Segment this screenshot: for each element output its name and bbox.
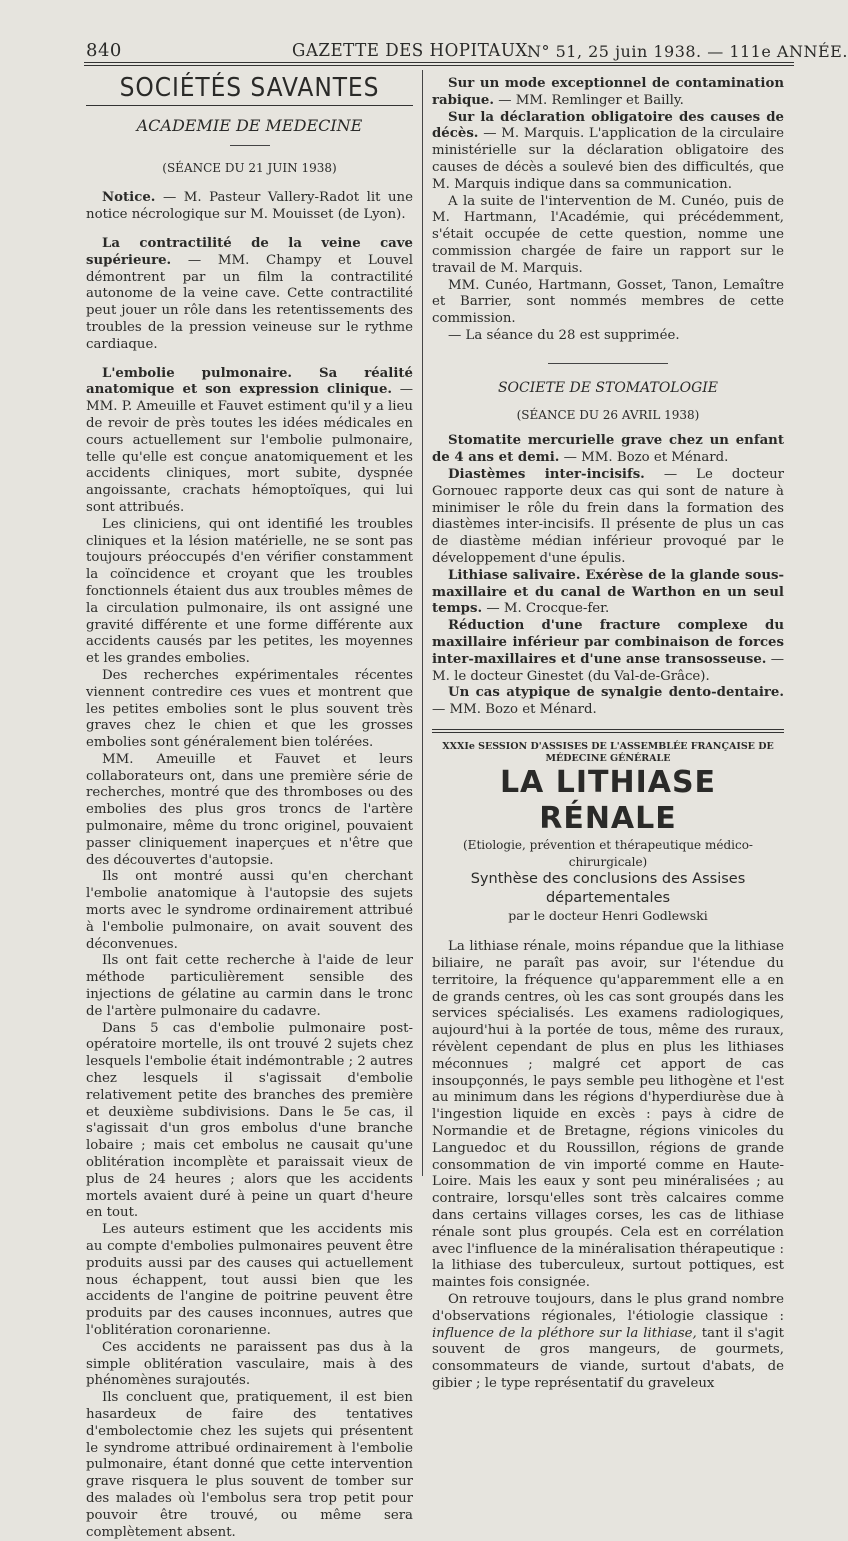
paragraph: Ils ont fait cette recherche à l'aide de leur méthode particulièrement sensible des injections de gélatine au carmin dans le tronc de l'artère pulmonaire du cadavre.	[86, 953, 413, 1019]
header-rule	[84, 62, 794, 63]
issue-info: N° 51, 25 juin 1938. — 111e ANNÉE.	[527, 42, 848, 61]
item-lithiase-salivaire: Lithiase salivaire. Exérèse de la glande sous-maxillaire et du canal de Warthon en un seul temps. — M. Crocque-fer.	[432, 567, 784, 617]
paragraph: — La séance du 28 est supprimée.	[448, 327, 680, 343]
item-notice: Notice. — M. Pasteur Vallery-Radot lit une notice nécrologique sur M. Mouisset (de Lyon).	[86, 190, 413, 223]
paragraph: Ces accidents ne paraissent pas dus à la simple oblitération vasculaire, mais à des phénomènes surajoutés.	[86, 1339, 413, 1389]
author: par le docteur Henri Godlewski	[508, 908, 708, 924]
paragraph: Des recherches expérimentales récentes viennent contredire ces vues et montrent que les petites embolies sont le plus souvent très graves chez le chien et que les grosses embolies sont généralement bien tolérées.	[86, 667, 413, 751]
item-fracture: Réduction d'une fracture complexe du maxillaire inférieur par combinaison de forces inter-maxillaires et d'une anse transosseuse. — M. le docteur Ginestet (du Val-de-Grâce).	[432, 618, 784, 684]
page-header	[0, 14, 848, 61]
item-diastemes: Diastèmes inter-incisifs. — Le docteur Gornouec rapporte deux cas qui sont de nature à minimiser le rôle du frein dans la formation des diastèmes inter-incisifs. Il présente de plus un cas de diastème médian inférieur provoqué par le développement d'une épulis.	[432, 466, 785, 566]
synthesis-title: Synthèse des conclusions des Assises départementales	[470, 871, 746, 907]
item-synalgie: Un cas atypique de synalgie dento-dentaire. — MM. Bozo et Ménard.	[432, 685, 784, 718]
stomatology-title: SOCIETE DE STOMATOLOGIE	[497, 379, 719, 396]
lithiase-title: LA LITHIASE RÉNALE	[499, 764, 717, 836]
item-stomatite: Stomatite mercurielle grave chez un enfant de 4 ans et demi. — MM. Bozo et Ménard.	[432, 433, 784, 466]
paragraph: Ils concluent que, pratiquement, il est bien hasardeux de faire des tentatives d'embolectomie chez les sujets qui présentent le syndrome attribué ordinairement à l'embolie pulmonaire, étant donné que cette intervention grave risquera le plus souvent de tomber sur des malades où l'embolus sera trop petit pour pouvoir être trouvé, ou même sera complètement absent.	[86, 1390, 413, 1540]
session-date: (SÉANCE DU 21 JUIN 1938)	[162, 160, 337, 175]
page-number: 840	[86, 40, 122, 61]
item-veine-cave: La contractilité de la veine cave supérieure. — MM. Champy et Louvel démontrent par un film la contractilité autonome de la veine cave. Cette contractilité peut jouer un rôle dans les retentissements des troubles de la pression veineuse sur le rythme cardiaque.	[86, 235, 413, 352]
paragraph: La lithiase rénale, moins répandue que la lithiase biliaire, ne paraît pas avoir, sur l'étendue du territoire, la fréquence qu'apparemment elle a en de grands centres, où les cas sont groupés dans les services spécialisés. Les examens radiologiques, aujourd'hui à la portée de tous, même des ruraux, révèlent cependant de plus en plus les lithiases méconnues ; malgré cet apport de cas insoupçonnés, le pays semble peu lithogène et l'est au minimum dans les régions d'hyperdiurèse due à l'ingestion liquide en excès : pays à cidre de Normandie et de Bretagne, régions vinicoles du Languedoc et du Roussillon, régions de grande consommation de vin importé comme en Haute-Loire. Mais les eaux y sont peu minéralisées ; au contraire, lorsqu'elles sont très calcaires comme dans certains villages corses, les cas de lithiase rénale sont plus groupés. Cela est en corrélation avec l'influence de la minéralisation thérapeutique : la lithiase des tuberculeux, surtout pottiques, est maintes fois consignée.	[432, 939, 784, 1291]
lithiase-subtitle: (Etiologie, prévention et thérapeutique médico-chirurgicale)	[463, 837, 753, 869]
paragraph: Dans 5 cas d'embolie pulmonaire post-opératoire mortelle, ils ont trouvé 2 sujets chez lesquels l'embolie était indémontrable ; 2 autres chez lesquels il s'agissait d'embolie relativement petite des branches des première et deuxième subdivisions. Dans le 5e cas, il s'agissait d'un gros embolus d'une branche lobaire ; mais cet embolus ne causait qu'une oblitération incomplète et paraissait vieux de plus de 24 heures ; alors que les accidents mortels avaient duré à peine un quart d'heure en tout.	[86, 1020, 413, 1221]
journal-title: GAZETTE DES HOPITAUX	[292, 40, 528, 61]
paragraph: MM. Ameuille et Fauvet et leurs collaborateurs ont, dans une première série de recherches, montré que des thromboses ou des embolies des plus gros troncs de l'artère pulmonaire, même du tronc originel, pouvaient passer cliniquement inaperçues et n'être que des découvertes d'autopsie.	[86, 751, 413, 868]
column-divider	[422, 70, 423, 1176]
header-rule-2	[84, 65, 794, 66]
left-column	[86, 73, 413, 1541]
paragraph: MM. Cunéo, Hartmann, Gosset, Tanon, Lemaître et Barrier, sont nommés membres de cette commission.	[432, 277, 784, 327]
item-declaration: Sur la déclaration obligatoire des causes de décès. — M. Marquis. L'application de la circulaire ministérielle sur la déclaration obligatoire des causes de décès a soulevé bien des difficultés, que M. Marquis indique dans sa communication.	[432, 109, 785, 192]
assises-heading: XXXIe SESSION D'ASSISES DE L'ASSEMBLÉE FRANÇAISE DE MÉDECINE GÉNÉRALE	[442, 740, 774, 764]
paragraph: Ils ont montré aussi qu'en cherchant l'embolie anatomique à l'autopsie des sujets morts avec le syndrome ordinairement attribué à l'embolie pulmonaire, on avait souvent des déconvenues.	[86, 869, 413, 952]
right-column	[432, 76, 784, 1393]
academy-title: ACADEMIE DE MEDECINE	[136, 115, 363, 135]
item-rabique: Sur un mode exceptionnel de contamination rabique. — MM. Remlinger et Bailly.	[432, 76, 784, 108]
section-title: SOCIÉTÉS SAVANTES	[119, 73, 380, 103]
paragraph: A la suite de l'intervention de M. Cunéo, puis de M. Hartmann, l'Académie, qui précédemment, s'était occupée de cette question, nomme une commission chargée de faire un rapport sur le travail de M. Marquis.	[432, 193, 784, 276]
item-embolie: L'embolie pulmonaire. Sa réalité anatomique et son expression clinique. — MM. P. Ameuille et Fauvet estiment qu'il y a lieu de revoir de près toutes les idées médicales en cours actuellement sur l'embolie pulmonaire, telle qu'elle est conçue anatomiquement et les accidents cliniques, mort subite, dyspnée angoissante, crachats hémoptoïques, qui lui sont attribués.	[86, 365, 413, 515]
paragraph: Les cliniciens, qui ont identifié les troubles cliniques et la lésion matérielle, ne se sont pas toujours préoccupés d'en vérifier constamment la coïncidence et croyant que les troubles fonctionnels étaient dus aux troubles mêmes de la circulation pulmonaire, ils ont assigné une gravité différente et une forme différente aux accidents causés par les petites, les moyennes et les grandes embolies.	[86, 516, 413, 667]
paragraph: On retrouve toujours, dans le plus grand nombre d'observations régionales, l'étiologie classique : influence de la pléthore sur la lithiase, tant il s'agit souvent de gros mangeurs, de gourmets, consommateurs de viande, surtout d'abats, de gibier ; le type représentatif du graveleux	[432, 1292, 784, 1391]
paragraph: Les auteurs estiment que les accidents mis au compte d'embolies pulmonaires peuvent être produits aussi par des causes qui actuellement nous échappent, tout aussi bien que les accidents de l'angine de poitrine peuvent être produits par des causes inconnues, autres que l'oblitération coronarienne.	[86, 1222, 413, 1338]
stomatology-session: (SÉANCE DU 26 AVRIL 1938)	[516, 407, 700, 422]
